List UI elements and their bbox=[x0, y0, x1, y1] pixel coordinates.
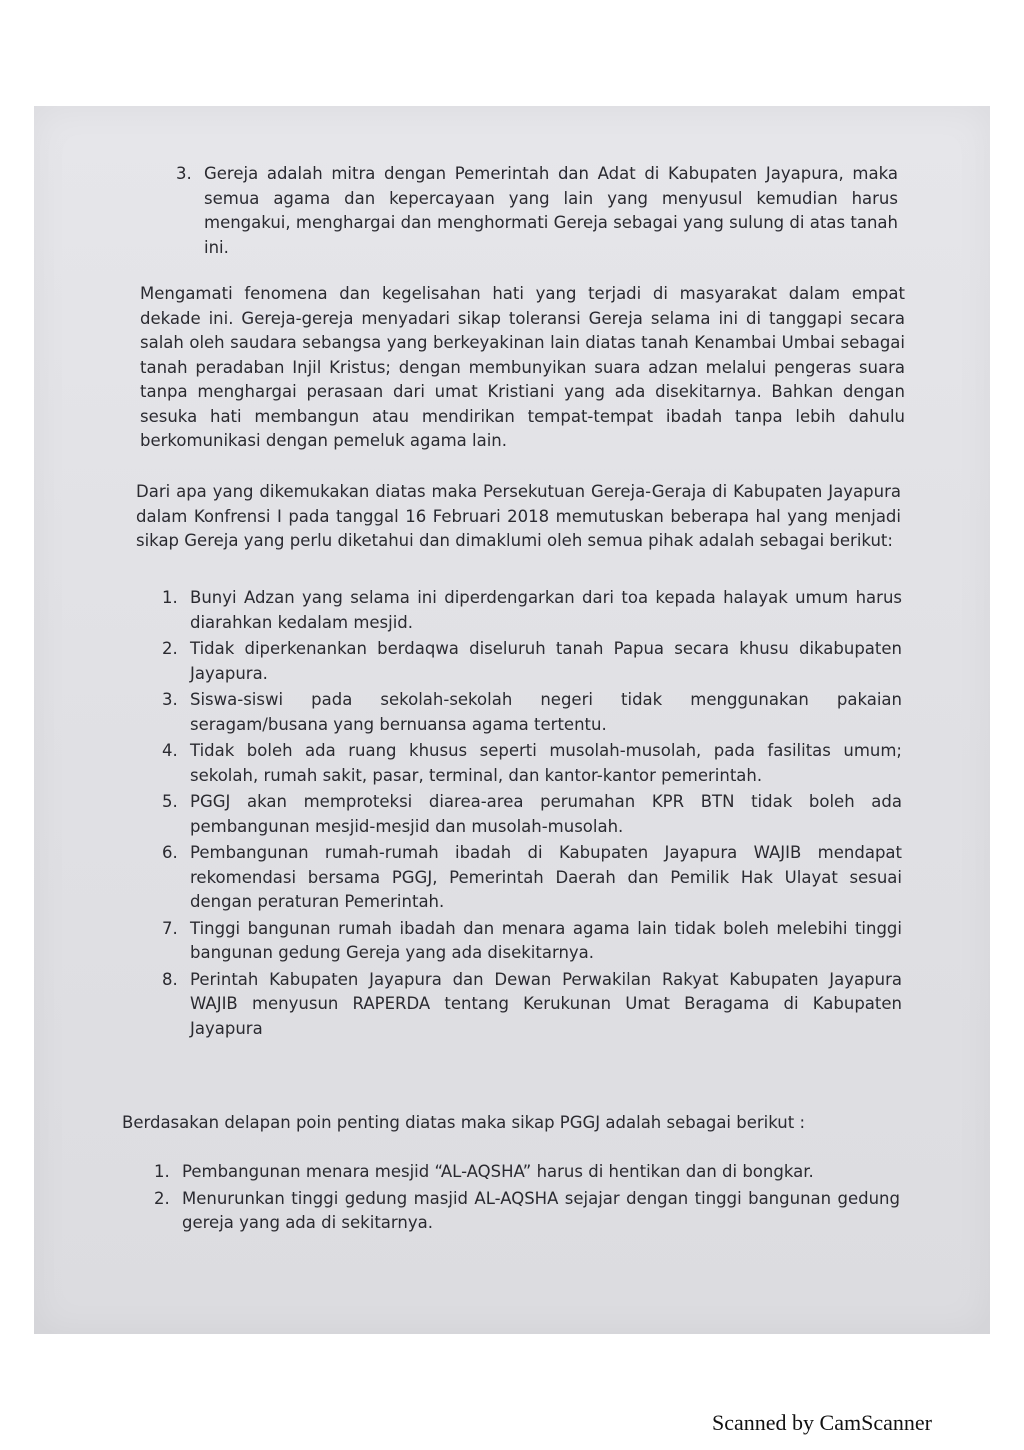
paragraph-conference-decision: Dari apa yang dikemukakan diatas maka Persekutuan Gereja-Geraja di Kabupaten Jayapura dalam Konfrensi I pada tanggal 16 Februari 2018 memutuskan beberapa hal yang menjadi sikap Gereja yang perlu diketahui dan dimaklumi oleh semua pihak adalah sebagai berikut: bbox=[136, 482, 901, 550]
list-item bbox=[162, 688, 902, 737]
list-item-number: 1. bbox=[162, 588, 178, 607]
list-item-text: Siswa-siswi pada sekolah-sekolah negeri tidak menggunakan pakaian seragam/busana yang bernuansa agama tertentu. bbox=[190, 690, 902, 734]
list-item-text: PGGJ akan memproteksi diarea-area perumahan KPR BTN tidak boleh ada pembangunan mesjid-mesjid dan musolah-musolah. bbox=[190, 792, 902, 836]
list-item bbox=[162, 968, 902, 1042]
list-item bbox=[162, 586, 902, 635]
list-item-number: 2. bbox=[162, 639, 178, 658]
list-item bbox=[176, 162, 898, 260]
decisions-list bbox=[162, 586, 902, 1043]
list-item bbox=[162, 841, 902, 915]
list-item-number: 1. bbox=[154, 1162, 170, 1181]
list-item bbox=[162, 739, 902, 788]
list-item bbox=[154, 1160, 900, 1185]
list-item-number: 6. bbox=[162, 843, 178, 862]
list-item-text: Perintah Kabupaten Jayapura dan Dewan Perwakilan Rakyat Kabupaten Jayapura WAJIB menyusun RAPERDA tentang Kerukunan Umat Beragama di Kabupaten Jayapura bbox=[190, 969, 902, 1038]
document-body bbox=[34, 106, 990, 1334]
camscanner-watermark: Scanned by CamScanner bbox=[712, 1410, 932, 1435]
list-item-text: Pembangunan menara mesjid “AL-AQSHA” harus di hentikan dan di bongkar. bbox=[182, 1162, 814, 1181]
list-item bbox=[162, 917, 902, 966]
stances-list bbox=[154, 1160, 900, 1238]
paragraph-observation: Mengamati fenomena dan kegelisahan hati yang terjadi di masyarakat dalam empat dekade ini. Gereja-gereja menyadari sikap toleransi Gereja selama ini di tanggapi secara salah oleh saudara sebangsa yang berkeyakinan lain diatas tanah Kenambai Umbai sebagai tanah peradaban Injil Kristus; dengan membunyikan suara adzan melalui pengeras suara tanpa menghargai perasaan dari umat Kristiani yang ada disekitarnya. Bahkan dengan sesuka hati membangun atau mendirikan tempat-tempat ibadah tanpa lebih dahulu berkomunikasi dengan pemeluk agama lain. bbox=[140, 284, 905, 450]
scanned-page bbox=[34, 106, 990, 1334]
paragraph-stance-intro: Berdasakan delapan poin penting diatas maka sikap PGGJ adalah sebagai berikut : bbox=[122, 1113, 806, 1132]
list-item-number: 7. bbox=[162, 918, 178, 938]
top-numbered-list bbox=[176, 162, 898, 260]
list-item-text: Tidak boleh ada ruang khusus seperti musolah-musolah, pada fasilitas umum; sekolah, rumah sakit, pasar, terminal, dan kantor-kantor pemerintah. bbox=[190, 741, 902, 785]
list-item-text: Bunyi Adzan yang selama ini diperdengarkan dari toa kepada halayak umum harus diarahkan kedalam mesjid. bbox=[190, 588, 902, 632]
list-item-number: 8. bbox=[162, 969, 178, 989]
list-item-text: Pembangunan rumah-rumah ibadah di Kabupaten Jayapura WAJIB mendapat rekomendasi bersama PGGJ, Pemerintah Daerah dan Pemilik Hak Ulayat sesuai dengan peraturan Pemerintah. bbox=[190, 843, 902, 911]
list-item-text: Tidak diperkenankan berdaqwa diseluruh tanah Papua secara khusu dikabupaten Jayapura. bbox=[190, 639, 902, 683]
list-item-text: Gereja adalah mitra dengan Pemerintah dan Adat di Kabupaten Jayapura, maka semua agama dan kepercayaan yang lain yang menyusul kemudian harus mengakui, menghargai dan menghormati Gereja sebagai yang sulung di atas tanah ini. bbox=[204, 164, 898, 257]
list-item-text: Tinggi bangunan rumah ibadah dan menara agama lain tidak boleh melebihi tinggi bangunan gedung Gereja yang ada disekitarnya. bbox=[190, 918, 902, 962]
list-item-number: 3. bbox=[162, 690, 178, 709]
list-item-text: Menurunkan tinggi gedung masjid AL-AQSHA sejajar dengan tinggi bangunan gedung gereja yang ada di sekitarnya. bbox=[182, 1188, 900, 1232]
list-item-number: 5. bbox=[162, 792, 178, 811]
list-item-number: 3. bbox=[176, 164, 192, 183]
list-item bbox=[154, 1187, 900, 1236]
list-item bbox=[162, 637, 902, 686]
list-item-number: 4. bbox=[162, 741, 178, 760]
list-item-number: 2. bbox=[154, 1188, 170, 1208]
list-item bbox=[162, 790, 902, 839]
